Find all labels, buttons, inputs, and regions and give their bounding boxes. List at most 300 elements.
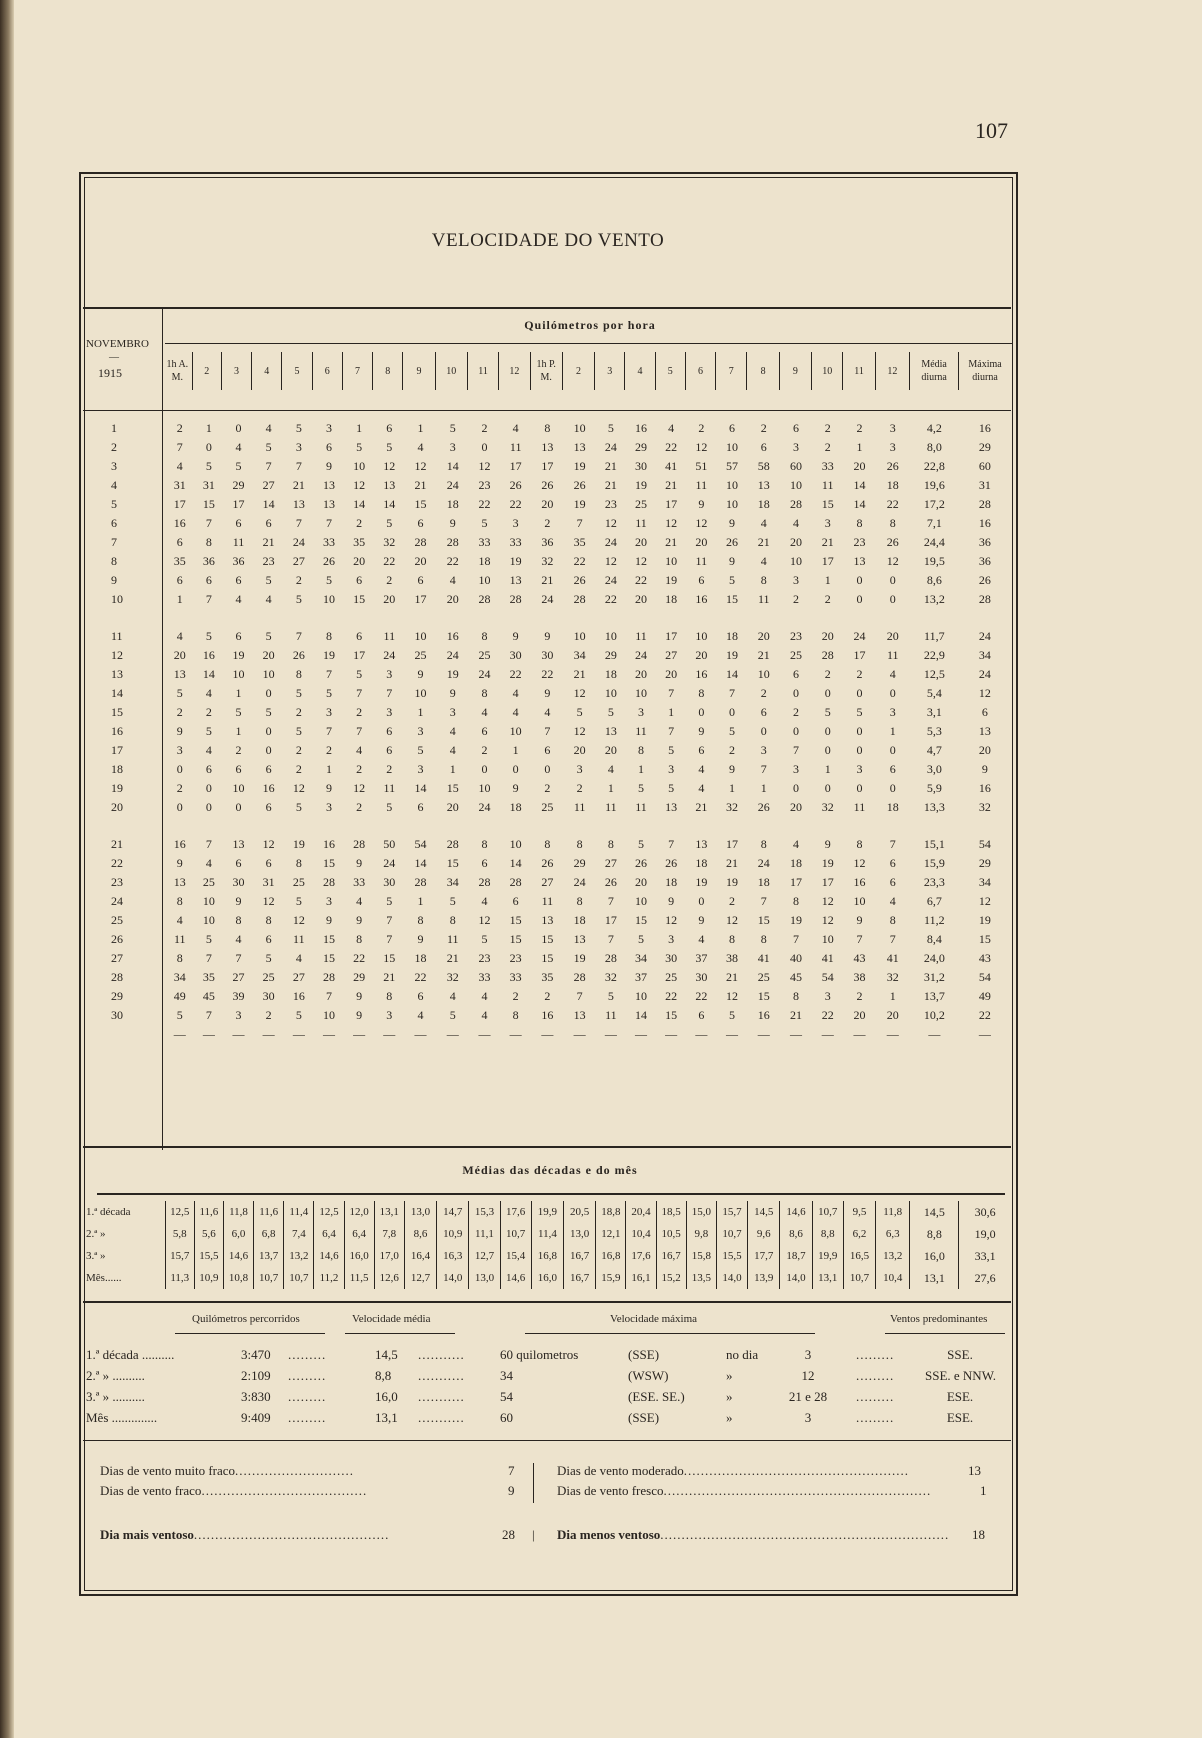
dash-cell: — <box>478 1027 491 1041</box>
hour-cell: 25 <box>414 648 427 662</box>
table-row <box>83 835 1011 854</box>
hour-cell: 13 <box>173 875 186 889</box>
table-row <box>83 552 1011 571</box>
hour-cell: 24 <box>853 629 866 643</box>
mean-cell: 6,7 <box>926 894 942 908</box>
hour-cell: 8 <box>607 837 614 851</box>
hour-cell: 3 <box>638 705 645 719</box>
hour-cell: 5 <box>295 800 302 814</box>
summary-dia: » <box>726 1368 733 1383</box>
hour-cell: 1 <box>889 724 896 738</box>
hour-cell: 5 <box>235 705 242 719</box>
hour-cell: 12 <box>414 459 427 473</box>
hour-cell: 2 <box>265 1008 272 1022</box>
hour-cell: 5 <box>729 573 735 587</box>
hour-cell: 43 <box>853 951 866 965</box>
hour-cell: 6 <box>698 1008 705 1022</box>
mean-header: Média diurna <box>910 352 959 390</box>
mean-cell: 17,2 <box>923 497 945 511</box>
hour-cell: 6 <box>235 629 242 643</box>
hour-cell: 50 <box>383 837 396 851</box>
hour-cell: 23 <box>853 535 866 549</box>
hour-cell: 19 <box>726 875 738 889</box>
hour-cell: 45 <box>789 970 802 984</box>
hour-cell: 12 <box>726 913 738 927</box>
summary-dia: » <box>726 1389 733 1404</box>
hour-cell: 4 <box>176 459 183 473</box>
hour-cell: 22 <box>509 497 522 511</box>
hour-cell: 24 <box>383 856 396 870</box>
hour-cell: 1 <box>760 781 767 795</box>
mean-cell: 22,8 <box>923 459 945 473</box>
hour-header-cell: 3 <box>595 352 625 390</box>
hour-cell: 15 <box>635 913 648 927</box>
hour-cell: 13 <box>509 573 522 587</box>
max-header: Máxima diurna <box>959 352 1011 390</box>
hour-cell: 35 <box>353 535 366 549</box>
table-row <box>83 590 1011 609</box>
hour-cell: 11 <box>853 800 866 814</box>
hour-cell: 5 <box>386 440 393 454</box>
table-row <box>83 457 1011 476</box>
hour-cell: 15 <box>757 989 770 1003</box>
hour-cell: 15 <box>821 497 834 511</box>
mean-cell: 5,9 <box>926 781 942 795</box>
average-cell: 10,4 <box>626 1223 656 1245</box>
hour-cell: 5 <box>295 724 302 738</box>
hour-cell: 0 <box>856 743 863 757</box>
hour-cell: 8 <box>576 837 583 851</box>
hour-cell: 33 <box>322 535 335 549</box>
hour-cell: 33 <box>509 970 522 984</box>
hour-cell: 2 <box>856 667 863 681</box>
hour-cell: 35 <box>202 970 215 984</box>
hour-cell: 8 <box>544 837 551 851</box>
hour-cell: 21 <box>695 800 708 814</box>
day-cell: 30 <box>111 1008 123 1022</box>
hour-cell: 5 <box>295 1008 302 1022</box>
hour-cell: 37 <box>635 970 648 984</box>
hour-cell: 2 <box>792 592 799 606</box>
average-cell: 13,5 <box>686 1267 716 1289</box>
averages-header: Médias das décadas e do mês <box>462 1163 638 1177</box>
hour-cell: 10 <box>635 686 648 700</box>
hour-cell: 25 <box>292 875 305 889</box>
hour-cell: 22 <box>821 1008 834 1022</box>
average-cell: 12,7 <box>404 1267 436 1289</box>
hour-cell: 3 <box>325 705 332 719</box>
hour-cell: 15 <box>509 932 522 946</box>
hour-cell: 20 <box>635 592 648 606</box>
leader-dots: ......... <box>856 1389 895 1404</box>
hour-cell: 10 <box>853 894 866 908</box>
hour-cell: 11 <box>886 648 899 662</box>
hour-cell: 9 <box>325 781 332 795</box>
dash-cell: — <box>292 1027 305 1041</box>
average-cell: 6,3 <box>876 1223 910 1245</box>
hour-cell: 8 <box>760 837 767 851</box>
vmax-header: Velocidade máxima <box>610 1313 698 1325</box>
hour-cell: 21 <box>541 573 554 587</box>
hour-cell: 19 <box>509 554 522 568</box>
hour-cell: 11 <box>232 535 245 549</box>
fresco-value: 1 <box>980 1483 987 1498</box>
mean-cell: 8,4 <box>926 932 942 946</box>
hour-cell: 40 <box>789 951 802 965</box>
hour-cell: 2 <box>325 743 332 757</box>
average-cell: 11,6 <box>254 1201 284 1223</box>
hour-cell: 13 <box>541 440 554 454</box>
table-row <box>83 798 1011 817</box>
hour-cell: 4 <box>512 421 519 435</box>
hour-cell: 35 <box>573 535 586 549</box>
table-row <box>83 987 1011 1006</box>
summary-wind: SSE. e NNW. <box>925 1368 997 1383</box>
max-cell: 19 <box>978 913 991 927</box>
summary-vel: 16,0 <box>375 1389 398 1404</box>
average-cell: 13,2 <box>876 1245 910 1267</box>
hour-cell: 41 <box>886 951 899 965</box>
table-row <box>83 533 1011 552</box>
hour-cell: 18 <box>726 629 738 643</box>
hour-cell: 8 <box>760 932 767 946</box>
hour-cell: 4 <box>235 592 242 606</box>
hour-cell: 21 <box>789 1008 802 1022</box>
hour-cell: 26 <box>665 856 678 870</box>
summary-day: 3 <box>804 1410 812 1425</box>
max-cell: 26 <box>978 573 991 587</box>
hour-cell: 9 <box>417 667 424 681</box>
hour-cell: 26 <box>886 459 899 473</box>
hour-cell: 29 <box>573 856 586 870</box>
hour-cell: 23 <box>478 951 491 965</box>
hour-cell: 20 <box>635 875 648 889</box>
hour-cell: 6 <box>512 894 519 908</box>
hour-header-cell: 11 <box>467 352 498 390</box>
hour-cell: 18 <box>665 592 678 606</box>
hour-cell: 6 <box>205 762 212 776</box>
hour-cell: 4 <box>356 894 363 908</box>
hour-cell: 8 <box>512 1008 519 1022</box>
hour-cell: 8 <box>205 535 212 549</box>
hour-cell: 25 <box>262 970 275 984</box>
hour-cell: 1 <box>638 762 645 776</box>
mean-cell: 19,5 <box>923 554 945 568</box>
hour-cell: 10 <box>821 932 834 946</box>
hour-cell: 11 <box>446 932 459 946</box>
spacer-row <box>83 609 1011 627</box>
summary-vmax: 54 <box>500 1389 513 1404</box>
hour-cell: 26 <box>541 478 554 492</box>
leader-dots: ........... <box>418 1347 465 1362</box>
day-cell: 1 <box>111 421 117 435</box>
hour-cell: 5 <box>295 686 302 700</box>
hour-cell: 2 <box>176 421 183 435</box>
hour-cell: 12 <box>383 459 396 473</box>
average-cell: 20,5 <box>564 1201 596 1223</box>
hour-cell: 24 <box>292 535 305 549</box>
hour-cell: 3 <box>668 932 675 946</box>
hour-header-cell: 6 <box>685 352 715 390</box>
mean-cell: 3,0 <box>926 762 942 776</box>
day-cell: 10 <box>111 592 123 606</box>
hour-cell: 8 <box>544 421 551 435</box>
summary-km: 3:470 <box>241 1347 271 1362</box>
hour-cell: 2 <box>235 743 242 757</box>
hour-cell: 10 <box>635 989 648 1003</box>
hour-cell: 2 <box>386 573 393 587</box>
hour-cell: 4 <box>512 705 519 719</box>
hour-cell: 2 <box>356 762 363 776</box>
day-cell: 9 <box>111 573 117 587</box>
hour-cell: 9 <box>729 762 735 776</box>
hour-cell: 7 <box>205 951 212 965</box>
max-cell: 16 <box>978 421 991 435</box>
hour-cell: 15 <box>414 497 427 511</box>
hour-cell: 0 <box>205 800 212 814</box>
mean-cell: 23,3 <box>923 875 945 889</box>
hour-cell: 22 <box>665 440 678 454</box>
hour-cell: 5 <box>295 592 302 606</box>
hour-cell: 11 <box>757 592 770 606</box>
mais-ventoso-label: Dia mais ventoso.............................................. <box>100 1527 390 1542</box>
average-cell: 18,5 <box>656 1201 686 1223</box>
hour-cell: 28 <box>446 837 459 851</box>
hour-cell: 15 <box>322 856 335 870</box>
hour-cell: 24 <box>541 592 554 606</box>
table-row <box>83 571 1011 590</box>
hour-cell: 5 <box>668 743 675 757</box>
hour-cell: 13 <box>173 667 186 681</box>
hour-cell: 8 <box>265 913 272 927</box>
hour-cell: 7 <box>760 894 767 908</box>
leader-dots: ......... <box>288 1368 327 1383</box>
leader-dots: ......... <box>856 1347 895 1362</box>
hour-cell: 34 <box>635 951 648 965</box>
averages-table <box>83 1201 1011 1289</box>
hour-cell: 22 <box>478 497 491 511</box>
hour-cell: 36 <box>202 554 215 568</box>
hour-cell: 0 <box>205 781 212 795</box>
hour-cell: 2 <box>481 421 488 435</box>
month-dash: — <box>109 352 119 363</box>
hour-cell: 4 <box>760 554 767 568</box>
average-cell: 15,7 <box>716 1201 747 1223</box>
page-title: VELOCIDADE DO VENTO <box>431 230 665 251</box>
summary-dir: (SSE) <box>628 1410 660 1425</box>
hour-cell: 10 <box>414 629 427 643</box>
hour-cell: 19 <box>573 459 586 473</box>
hour-cell: 24 <box>478 800 491 814</box>
hour-cell: 25 <box>789 648 802 662</box>
average-cell: 14,0 <box>437 1267 469 1289</box>
hour-cell: 23 <box>604 497 617 511</box>
summary-vel: 14,5 <box>375 1347 398 1362</box>
hour-header-cell: 6 <box>312 352 342 390</box>
hour-cell: 10 <box>202 894 215 908</box>
hour-cell: 21 <box>383 970 396 984</box>
summary-label: Mês .............. <box>86 1410 158 1425</box>
table-row <box>83 854 1011 873</box>
hour-cell: 19 <box>665 573 678 587</box>
table-row <box>83 892 1011 911</box>
dash-cell: — <box>821 1027 834 1041</box>
hour-cell: 7 <box>668 724 675 738</box>
average-cell: 14,7 <box>437 1201 469 1223</box>
dash-cell: — <box>789 1027 802 1041</box>
dash-cell: — <box>414 1027 427 1041</box>
hour-cell: 10 <box>635 894 648 908</box>
day-cell: 13 <box>111 667 123 681</box>
hour-cell: 35 <box>173 554 186 568</box>
hourly-table <box>83 419 1011 1044</box>
hour-cell: 7 <box>356 686 363 700</box>
hour-cell: 17 <box>353 648 366 662</box>
dash-cell: — <box>757 1027 770 1041</box>
hour-cell: 54 <box>821 970 834 984</box>
hour-cell: 28 <box>414 875 427 889</box>
hour-cell: 22 <box>665 989 678 1003</box>
hour-cell: 2 <box>356 516 363 530</box>
hour-cell: 10 <box>262 667 275 681</box>
mean-cell: 4,7 <box>926 743 942 757</box>
hour-cell: 7 <box>295 459 302 473</box>
leader-dots: ......... <box>856 1368 895 1383</box>
hour-cell: 1 <box>824 573 831 587</box>
hour-cell: 6 <box>760 705 767 719</box>
hour-cell: 14 <box>509 856 522 870</box>
average-cell: 12,6 <box>374 1267 404 1289</box>
hour-cell: 0 <box>856 781 863 795</box>
hour-cell: 8 <box>638 743 645 757</box>
average-cell: 15,4 <box>500 1245 531 1267</box>
hour-cell: 11 <box>635 800 647 814</box>
hour-cell: 8 <box>889 516 896 530</box>
average-cell: 14,6 <box>780 1201 812 1223</box>
day-cell: 19 <box>111 781 123 795</box>
average-cell: 16,7 <box>656 1245 686 1267</box>
hour-cell: 22 <box>414 970 427 984</box>
hour-cell: 6 <box>205 573 212 587</box>
hour-cell: 19 <box>292 837 305 851</box>
summary-wind: SSE. <box>947 1347 973 1362</box>
dash-cell: — <box>353 1027 366 1041</box>
hour-cell: 30 <box>509 648 522 662</box>
hour-cell: 26 <box>604 875 617 889</box>
hour-cell: 10 <box>604 629 617 643</box>
hour-cell: 17 <box>414 592 427 606</box>
hour-cell: 2 <box>176 705 183 719</box>
average-cell: 15,9 <box>596 1267 626 1289</box>
mean-cell: 24,0 <box>923 951 945 965</box>
hour-cell: 19 <box>726 648 738 662</box>
hour-cell: 3 <box>295 440 302 454</box>
hour-cell: 20 <box>262 648 275 662</box>
hour-cell: 17 <box>173 497 186 511</box>
rule <box>83 307 1011 309</box>
summary-vmax: 60 <box>500 1410 513 1425</box>
average-max: 30,6 <box>959 1201 1011 1223</box>
hour-cell: 21 <box>292 478 305 492</box>
mean-cell: 11,7 <box>924 629 945 643</box>
hour-cell: 30 <box>232 875 245 889</box>
hour-cell: 9 <box>417 932 424 946</box>
hour-cell: 2 <box>729 894 735 908</box>
hour-cell: 8 <box>576 894 583 908</box>
rule <box>885 1333 1005 1334</box>
hour-cell: 7 <box>295 629 302 643</box>
hour-cell: 5 <box>176 686 183 700</box>
hour-cell: 21 <box>446 951 459 965</box>
hour-cell: 25 <box>478 648 491 662</box>
hour-cell: 2 <box>512 989 519 1003</box>
day-cell: 3 <box>111 459 117 473</box>
hour-cell: 26 <box>886 535 899 549</box>
hour-cell: 3 <box>512 516 519 530</box>
hour-cell: 28 <box>573 970 586 984</box>
hour-cell: 21 <box>726 856 738 870</box>
max-cell: 36 <box>978 554 991 568</box>
hour-cell: 7 <box>235 951 242 965</box>
hour-cell: 8 <box>235 913 242 927</box>
hour-cell: 5 <box>607 421 614 435</box>
hour-cell: 39 <box>232 989 245 1003</box>
hour-cell: 5 <box>205 932 212 946</box>
hour-cell: 0 <box>856 686 863 700</box>
hour-cell: 24 <box>604 535 617 549</box>
hour-cell: 20 <box>383 592 396 606</box>
summary-vmax: 60 quilometros <box>500 1347 579 1362</box>
hour-cell: 21 <box>604 459 617 473</box>
fresco-label: Dias de vento fresco............................................................... <box>557 1483 932 1498</box>
hour-cell: 26 <box>757 800 770 814</box>
hour-cell: 32 <box>726 800 738 814</box>
average-cell: 10,7 <box>284 1267 314 1289</box>
hour-cell: 23 <box>478 478 491 492</box>
hour-cell: 3 <box>792 762 799 776</box>
hour-cell: 23 <box>509 951 522 965</box>
hour-header-cell: 12 <box>499 352 530 390</box>
hour-cell: 38 <box>726 951 738 965</box>
hour-cell: 2 <box>856 989 863 1003</box>
hour-cell: 6 <box>417 573 424 587</box>
hour-cell: 4 <box>698 932 705 946</box>
hour-cell: 16 <box>695 667 708 681</box>
summary-vel: 8,8 <box>375 1368 392 1383</box>
hour-cell: 13 <box>665 800 678 814</box>
hour-cell: 11 <box>635 516 647 530</box>
hour-cell: 18 <box>886 478 899 492</box>
average-cell: 14,0 <box>716 1267 747 1289</box>
average-max: 19,0 <box>959 1223 1011 1245</box>
hour-cell: 5 <box>607 705 614 719</box>
hour-cell: 20 <box>541 497 554 511</box>
rule <box>83 1146 1011 1148</box>
hour-cell: 22 <box>446 554 459 568</box>
dash-cell: — <box>383 1027 396 1041</box>
table-row <box>83 438 1011 457</box>
hour-cell: 8 <box>889 913 896 927</box>
hour-cell: 22 <box>604 592 617 606</box>
hour-cell: 0 <box>235 421 242 435</box>
day-cell: 22 <box>111 856 123 870</box>
average-cell: 13,1 <box>812 1267 843 1289</box>
hour-cell: 13 <box>604 724 617 738</box>
day-cell: 25 <box>111 913 123 927</box>
average-cell: 10,7 <box>500 1223 531 1245</box>
hour-cell: 1 <box>824 762 831 776</box>
hour-cell: 5 <box>449 1008 456 1022</box>
